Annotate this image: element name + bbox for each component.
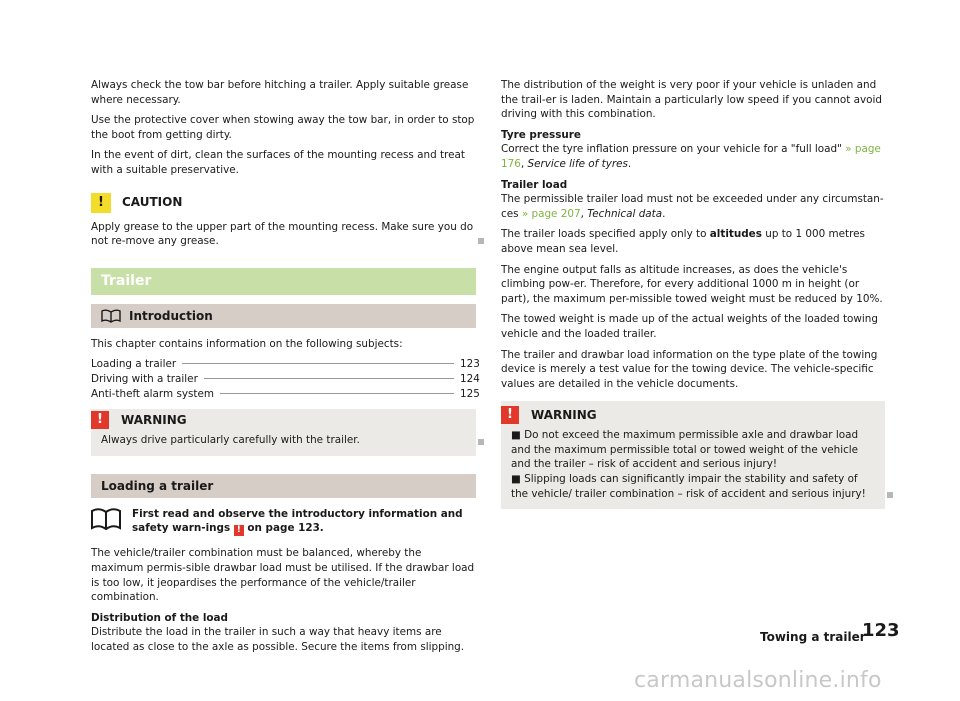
toc-item-page: 123 xyxy=(460,358,480,371)
caution-body xyxy=(91,220,476,249)
altitude-bold: altitudes xyxy=(709,228,762,241)
engine-output-paragraph: The engine output falls as altitude increases, as does the vehicle's climbing pow-er. Therefore, for every additional 1000 m in height (or part), the maximum per-missible towed weight must be reduced by 10%. xyxy=(501,263,883,305)
tyre-text-a: Correct the tyre inflation pressure on your vehicle for a "full load" xyxy=(501,143,842,156)
warning-body xyxy=(91,431,476,456)
warning-text: Always drive particularly carefully with the trailer. xyxy=(101,434,360,447)
section-end-marker xyxy=(478,238,484,244)
caution-text: Apply grease to the upper part of the mounting recess. Make sure you do not re-move any grease. xyxy=(91,220,474,248)
trailer-load-text-c: . xyxy=(662,207,666,220)
warning-icon: ! xyxy=(501,406,519,424)
altitude-paragraph xyxy=(501,227,885,256)
section-title-trailer: Trailer xyxy=(91,268,476,295)
caution-header xyxy=(91,191,476,215)
introduction-title: Introduction xyxy=(129,308,213,323)
caution-icon: ! xyxy=(91,193,111,213)
tyre-text-c: . xyxy=(627,157,632,170)
weight-distribution-paragraph: The distribution of the weight is very poor if your vehicle is unladen and the trail-er is laden. Maintain a particularly low speed if you cannot avoid driving with this combination. xyxy=(501,79,882,121)
toc-item-label: Driving with a trailer xyxy=(91,372,198,385)
toc-leader xyxy=(182,363,454,364)
watermark: carmanualsonline.info xyxy=(634,668,882,693)
tyre-pressure-text xyxy=(501,142,885,171)
warning-title: WARNING xyxy=(531,407,597,422)
towed-weight-paragraph: The towed weight is made up of the actual weights of the loaded towing vehicle and the loaded trailer. xyxy=(501,313,878,340)
intro-paragraph-1: Always check the tow bar before hitching a trailer. Apply suitable grease where necessary. xyxy=(91,79,469,106)
toc-item-label: Anti-theft alarm system xyxy=(91,387,215,400)
section-end-marker xyxy=(478,439,484,445)
footer-chapter-title: Towing a trailer xyxy=(760,630,866,644)
first-read-text-b[interactable]: on page 123. xyxy=(247,522,324,535)
first-read-text-a: First read and observe the introductory information and safety warn-ings xyxy=(132,507,463,535)
warning-item: ■ Slipping loads can significantly impair the stability and safety of the vehicle/ trailer combination – risk of accident and serious injury! xyxy=(511,473,866,500)
intro-paragraph-2: Use the protective cover when stowing away the tow bar, in order to stop the boot from getting dirty. xyxy=(91,114,475,141)
altitude-text-a: The trailer loads specified apply only to xyxy=(501,228,707,241)
toc-item-page: 124 xyxy=(460,372,480,385)
toc-leader xyxy=(204,378,454,379)
page-link-176[interactable]: » page 176 xyxy=(501,143,881,170)
warning-icon: ! xyxy=(91,411,109,429)
toc-list xyxy=(91,357,480,401)
introduction-header xyxy=(91,304,476,328)
distribution-title: Distribution of the load xyxy=(91,611,228,624)
altitude-text-c: up to 1 000 metres above mean sea level. xyxy=(501,228,865,255)
book-icon xyxy=(101,309,121,323)
trailer-load-ref: Technical data xyxy=(587,207,663,220)
toc-item-label: Loading a trailer xyxy=(91,358,177,371)
right-column xyxy=(501,78,885,509)
warning-box-right xyxy=(501,401,885,509)
toc-leader xyxy=(220,393,454,394)
first-read-notice xyxy=(91,507,476,537)
tyre-pressure-title: Tyre pressure xyxy=(501,128,581,141)
warning-icon: ! xyxy=(234,525,244,536)
type-plate-paragraph: The trailer and drawbar load information on the type plate of the towing device is merely a test value for the towing device. The vehicle-specific values are detailed in the vehicle documents. xyxy=(501,348,878,390)
book-icon xyxy=(91,507,121,531)
caution-title: CAUTION xyxy=(122,195,183,210)
left-column xyxy=(91,78,480,660)
warning-item: ■ Do not exceed the maximum permissible axle and drawbar load and the maximum permissible total or towed weight of the vehicle and the trailer – risk of accident and serious injury! xyxy=(511,429,859,471)
warning-header xyxy=(91,409,476,431)
tyre-text-b: , xyxy=(520,157,525,170)
toc-item[interactable] xyxy=(91,387,480,402)
section-end-marker xyxy=(887,492,893,498)
intro-paragraph-3: In the event of dirt, clean the surfaces of the mounting recess and treat with a suitable preservative. xyxy=(91,149,465,176)
warning-body xyxy=(501,426,885,509)
footer-page-number: 123 xyxy=(862,620,900,641)
warning-box-left xyxy=(91,409,476,456)
tyre-ref: Service life of tyres xyxy=(527,157,628,170)
trailer-load-title: Trailer load xyxy=(501,178,568,191)
first-read-text xyxy=(132,507,476,537)
distribution-text: Distribute the load in the trailer in such a way that heavy items are located as close to the axle as possible. Secure the items from slipping. xyxy=(91,626,465,653)
introduction-lead: This chapter contains information on the following subjects: xyxy=(91,337,403,350)
trailer-load-text-b: , xyxy=(580,207,588,220)
trailer-load-text-a: The permissible trailer load must not be exceeded under any circumstan-ces xyxy=(501,193,884,220)
balance-paragraph: The vehicle/trailer combination must be balanced, whereby the maximum permis-sible drawbar load must be utilised. If the drawbar load is too low, it jeopardises the performance of the vehicle/trailer combination. xyxy=(91,547,475,604)
warning-title: WARNING xyxy=(121,412,187,427)
loading-trailer-header: Loading a trailer xyxy=(91,474,476,498)
page-link-207[interactable]: » page 207 xyxy=(521,207,581,220)
toc-item[interactable] xyxy=(91,357,480,372)
toc-item[interactable] xyxy=(91,372,480,387)
toc-item-page: 125 xyxy=(460,387,480,400)
warning-header xyxy=(501,404,885,426)
trailer-load-text xyxy=(501,192,885,221)
